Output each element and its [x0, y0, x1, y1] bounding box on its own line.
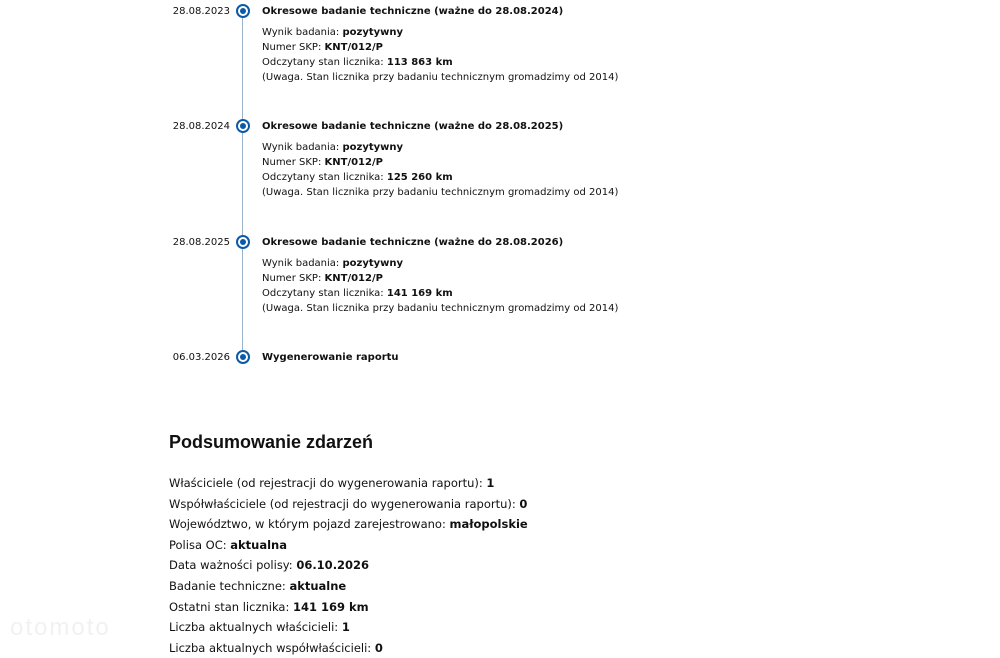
- label: Ostatni stan licznika:: [169, 599, 294, 614]
- summary-row: [169, 555, 528, 576]
- timeline-dot-icon: [236, 235, 250, 249]
- summary-heading: Podsumowanie zdarzeń: [169, 432, 374, 452]
- label: Badanie techniczne:: [169, 578, 290, 593]
- summary-list: [169, 473, 528, 658]
- label: Współwłaściciele (od rejestracji do wygenerowania raportu):: [169, 496, 520, 511]
- label: Numer SKP:: [262, 157, 325, 168]
- value: 125 260 km: [386, 172, 453, 183]
- value: 113 863 km: [386, 57, 453, 68]
- note: (Uwaga. Stan licznika przy badaniu technicznym gromadzimy od 2014): [262, 187, 619, 198]
- note: (Uwaga. Stan licznika przy badaniu technicznym gromadzimy od 2014): [262, 72, 619, 83]
- summary-row: [169, 494, 528, 515]
- label: Wynik badania:: [262, 27, 343, 38]
- label: Data ważności polisy:: [169, 558, 297, 573]
- label: Odczytany stan licznika:: [262, 57, 387, 68]
- value: 06.10.2026: [296, 558, 370, 573]
- summary-row: [169, 473, 528, 494]
- label: Odczytany stan licznika:: [262, 172, 387, 183]
- value: 0: [374, 640, 383, 655]
- event-details: [262, 256, 618, 316]
- value: pozytywny: [342, 258, 404, 269]
- timeline-event: [0, 120, 700, 198]
- event-title: Wygenerowanie raportu: [262, 352, 399, 363]
- timeline-line: [242, 11, 243, 357]
- event-title: Okresowe badanie techniczne (ważne do 28.08.2026): [262, 237, 564, 248]
- value: 0: [519, 496, 528, 511]
- label: Województwo, w którym pojazd zarejestrowano:: [169, 517, 450, 532]
- timeline-dot-icon: [236, 119, 250, 133]
- timeline-event: [0, 5, 700, 83]
- value: 141 169 km: [293, 599, 369, 614]
- event-date: 06.03.2026: [172, 352, 230, 363]
- label: Polisa OC:: [169, 537, 231, 552]
- event-details: [262, 25, 618, 85]
- label: Numer SKP:: [262, 42, 325, 53]
- watermark: otomoto: [10, 614, 111, 641]
- timeline-event: [0, 236, 700, 314]
- value: KNT/012/P: [324, 42, 383, 53]
- value: KNT/012/P: [324, 157, 383, 168]
- label: Numer SKP:: [262, 273, 325, 284]
- value: pozytywny: [342, 142, 404, 153]
- timeline-dot-icon: [236, 350, 250, 364]
- value: aktualna: [230, 537, 288, 552]
- value: KNT/012/P: [324, 273, 383, 284]
- timeline-event: [0, 351, 700, 371]
- label: Wynik badania:: [262, 142, 343, 153]
- summary-row: [169, 535, 528, 556]
- event-date: 28.08.2023: [172, 6, 230, 17]
- label: Właściciele (od rejestracji do wygenerowania raportu):: [169, 476, 487, 490]
- summary-row: [169, 576, 528, 597]
- value: 1: [341, 620, 350, 635]
- value: pozytywny: [342, 27, 404, 38]
- note: (Uwaga. Stan licznika przy badaniu technicznym gromadzimy od 2014): [262, 303, 619, 314]
- label: Odczytany stan licznika:: [262, 288, 387, 299]
- label: Wynik badania:: [262, 258, 343, 269]
- value: 141 169 km: [386, 288, 453, 299]
- event-date: 28.08.2024: [172, 121, 230, 132]
- event-date: 28.08.2025: [172, 237, 230, 248]
- value: małopolskie: [449, 517, 528, 532]
- label: Liczba aktualnych współwłaścicieli:: [169, 640, 375, 655]
- summary-row: [169, 597, 528, 618]
- event-details: [262, 140, 618, 200]
- event-title: Okresowe badanie techniczne (ważne do 28.08.2024): [262, 6, 564, 17]
- event-title: Okresowe badanie techniczne (ważne do 28.08.2025): [262, 121, 564, 132]
- summary-row: [169, 514, 528, 535]
- summary-row: [169, 638, 528, 658]
- value: aktualne: [289, 578, 347, 593]
- value: 1: [486, 476, 495, 490]
- summary-row: [169, 617, 528, 638]
- label: Liczba aktualnych właścicieli:: [169, 620, 342, 635]
- timeline-dot-icon: [236, 4, 250, 18]
